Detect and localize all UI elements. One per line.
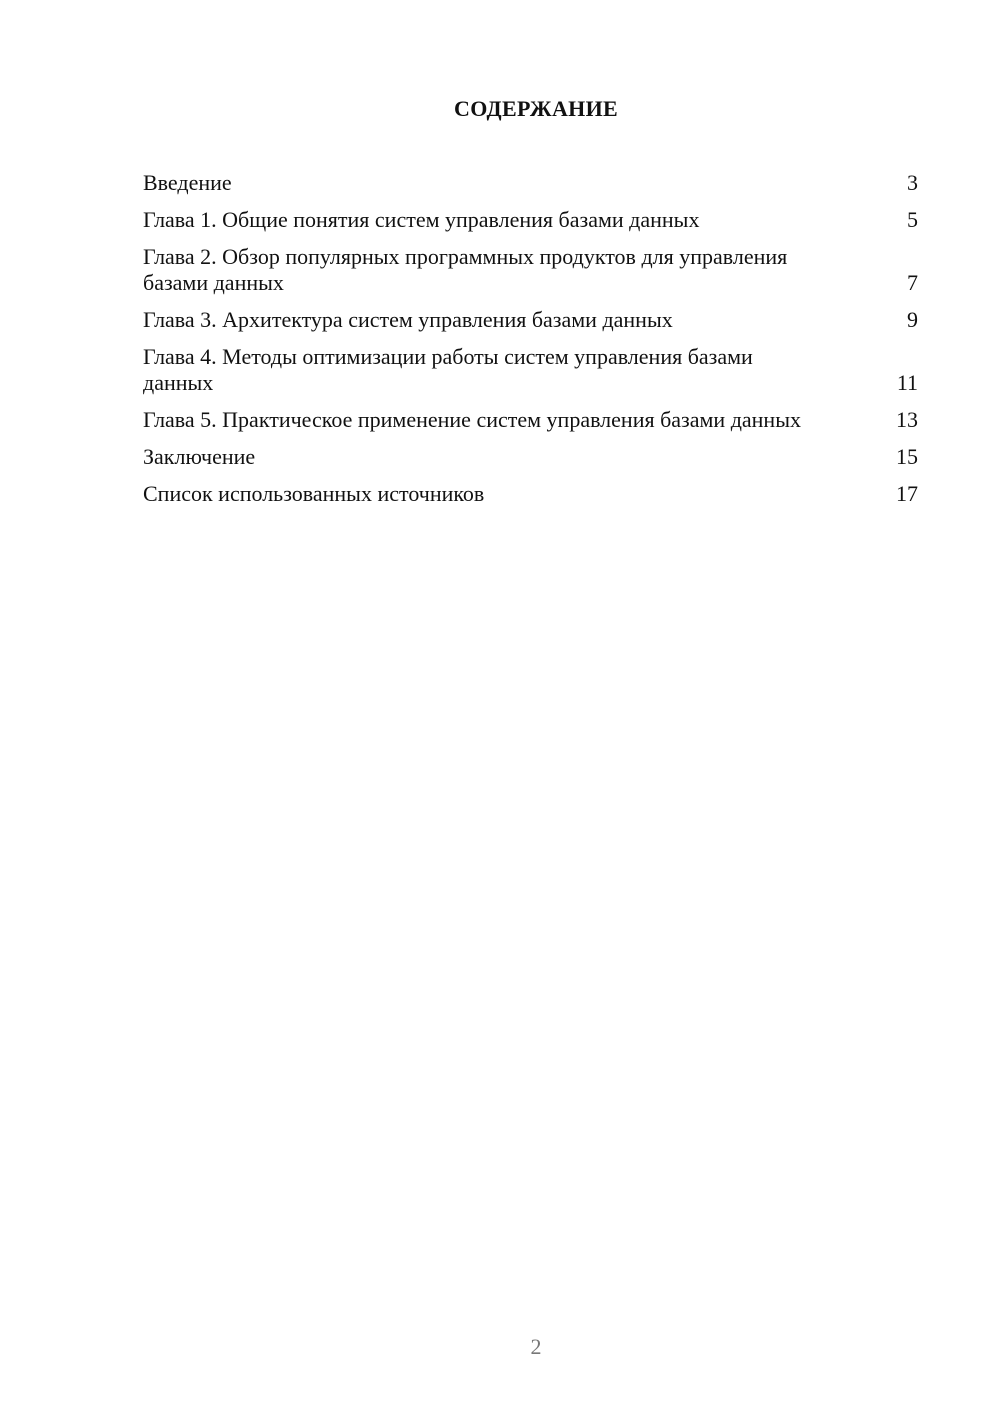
toc-entry-title: Глава 2. Обзор популярных программных продуктов для управления базами данных: [143, 244, 788, 295]
toc-entry-title: Глава 5. Практическое применение систем управления базами данных: [143, 407, 801, 432]
toc-entry-title: Введение: [143, 170, 232, 195]
toc-entry-page: 13: [896, 407, 918, 432]
toc-entry-chapter-1: [143, 207, 918, 233]
toc-entry-title: Глава 1. Общие понятия систем управления базами данных: [143, 207, 700, 232]
toc-entry-title: Глава 3. Архитектура систем управления базами данных: [143, 307, 673, 332]
toc-entry-title: Список использованных источников: [143, 481, 485, 506]
toc-entry-page: 3: [907, 170, 918, 195]
toc-entry-page: 17: [896, 481, 918, 506]
toc-entry-page: 15: [896, 444, 918, 469]
toc-heading: СОДЕРЖАНИЕ: [454, 96, 618, 121]
toc-entry-conclusion: [143, 444, 918, 470]
toc-entry-page: 9: [907, 307, 918, 332]
toc-entry-chapter-4: [143, 344, 918, 396]
toc-entry-references: [143, 481, 918, 507]
toc-entry-page: 5: [907, 207, 918, 232]
toc-entry-chapter-5: [143, 407, 918, 433]
toc-entry-title: Заключение: [143, 444, 256, 469]
table-of-contents: [143, 170, 918, 518]
toc-entry-introduction: [143, 170, 918, 196]
page-number: 2: [530, 1334, 542, 1359]
toc-entry-page: 11: [896, 370, 918, 395]
toc-entry-chapter-3: [143, 307, 918, 333]
toc-entry-title: Глава 4. Методы оптимизации работы систем управления базами данных: [143, 344, 753, 395]
toc-entry-chapter-2: [143, 244, 918, 296]
toc-entry-page: 7: [907, 270, 918, 295]
